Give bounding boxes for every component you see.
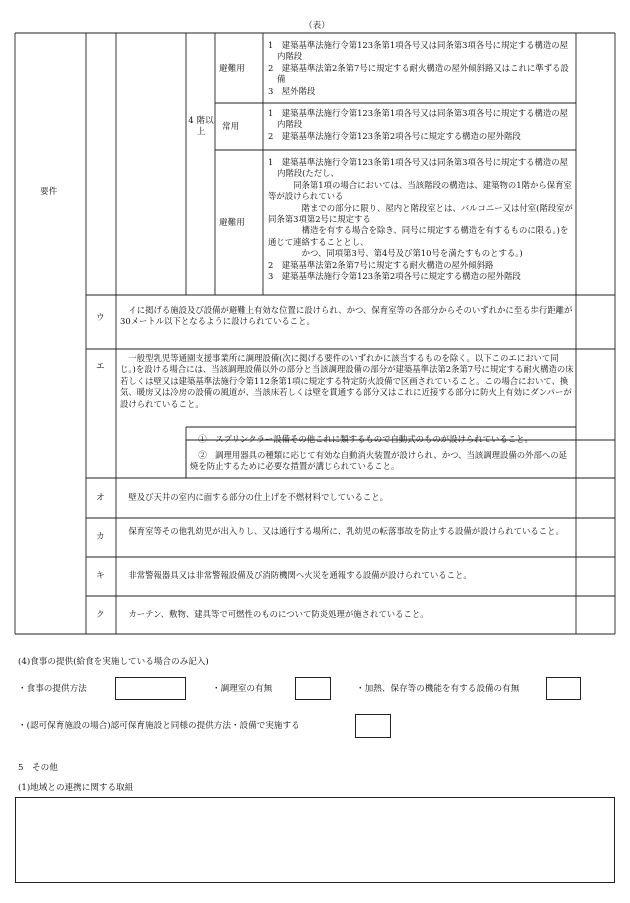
row-code-ki: キ	[96, 571, 105, 581]
list-item: 1 建築基準法施行令第123条第1項各号又は同条第3項各号に規定する構造の屋内階段	[268, 40, 568, 62]
list-item: 2 建築基準法第2条第7号に規定する耐火構造の屋外傾斜路又はこれに準ずる設備	[268, 62, 569, 85]
list-item: 1 建築基準法施行令第123条第1項各号又は同条第3項各号に規定する構造の屋内階段	[268, 108, 568, 130]
floor-label: 4 階以上	[188, 116, 214, 137]
meal-method-input[interactable]	[115, 677, 186, 700]
usage-label-evac-2: 避難用	[219, 218, 245, 228]
row-code-e: エ	[96, 362, 105, 372]
kitchen-input[interactable]	[295, 677, 331, 700]
row-text-ka: 保育室等その他乳幼児が出入りし、又は通行する場所に、乳幼児の転落事故を防止する設備が設けられていること。	[128, 526, 564, 536]
usage-label-regular: 常用	[222, 122, 240, 132]
list-item: 2 建築基準法施行令第123条第2項各号に規定する構造の屋外階段	[268, 130, 521, 141]
row-code-u: ウ	[96, 313, 105, 323]
row-e-sub-1: ① スプリンクラー設備その他これに類するもので自動式のものが設けられていること。	[198, 434, 533, 444]
list-item: 1 建築基準法施行令第123条第1項各号又は同条第3項各号に規定する構造の屋内階段(ただし、	[268, 157, 568, 179]
usage-text-regular	[268, 108, 574, 142]
same-method-input[interactable]	[355, 714, 391, 738]
other-heading: 5 その他	[18, 763, 58, 773]
row-text-ki: 非常警報器具又は非常警報設備及び消防機関へ火災を通報する設備が設けられていること。	[128, 570, 472, 580]
requirements-label: 要件	[40, 187, 58, 197]
same-method-label: ・(認可保育施設の場合)認可保育施設と同様の提供方法・設備で実施する	[18, 721, 300, 731]
list-item: 2 建築基準法第2条第7号に規定する耐火構造の屋外傾斜路	[268, 259, 494, 270]
row-code-ku: ク	[96, 610, 105, 620]
row-code-ka: カ	[96, 532, 105, 542]
row-text-o: 壁及び天井の室内に面する部分の仕上げを不燃材料でしていること。	[128, 492, 389, 502]
community-textarea[interactable]	[15, 797, 615, 883]
usage-label-evac-1: 避難用	[219, 64, 245, 74]
row-e-sub-2: ② 調理用器具の種類に応じて有効な自動消火装置が設けられ、かつ、当該調理設備の外部への延焼を防止するために必要な措置が講じられていること。	[190, 450, 568, 472]
table-header-label: （表）	[304, 21, 330, 31]
heating-input[interactable]	[546, 677, 581, 700]
row-text-e: 一般型乳児等通園支援事業所に調理設備(次に掲げる要件のいずれかに該当するものを除く。以下このエにおいて同じ。)を設ける場合には、当該調理設備以外の部分と当該調理設備の部分が建築基準法第2条第7号に規定する耐火構造の床若しくは壁又は建築基準法施行令第112条第1項に規定する特定防火設備で区画されていること。この場合において、換気、暖房又は冷房の設備の風道が、当該床若しくは壁を貫通する部分又はこれに近接する部分に防火上有効にダンパーが設けられていること。	[120, 353, 574, 409]
row-code-o: オ	[96, 493, 105, 503]
row-text-ku: カーテン、敷物、建具等で可燃性のものについて防炎処理が施されていること。	[128, 609, 429, 619]
row-text-u: イに掲げる施設及び設備が避難上有効な位置に設けられ、かつ、保育室等の各部分からそのいずれかに至る歩行距離が30メートル以下となるように設けられていること。	[120, 305, 573, 327]
list-item: 同条第1項の場合においては、当該階段の構造は、建築物の1階から保育室等が設けられている	[268, 179, 572, 202]
list-item: かつ、同項第3号、第4号及び第10号を満たすものとする。)	[301, 248, 523, 259]
list-item: 階までの部分に限り、屋内と階段室とは、バルコニー又は付室(階段室が同条第3項第2号に規定する	[268, 202, 573, 225]
usage-text-evac-1	[268, 40, 574, 97]
community-label: (1)地域との連携に関する取組	[18, 783, 134, 793]
list-item: 3 建築基準法施行令第123条第2項各号に規定する構造の屋外階段	[268, 271, 521, 282]
kitchen-label: ・調理室の有無	[212, 684, 273, 694]
meals-heading: (4)食事の提供(給食を実施している場合のみ記入)	[18, 657, 209, 667]
usage-text-evac-2	[268, 157, 574, 282]
meal-method-label: ・食事の提供方法	[18, 684, 87, 694]
list-item: 3 屋外階段	[268, 85, 316, 96]
heating-label: ・加熱、保存等の機能を有する設備の有無	[356, 684, 520, 694]
list-item: 構造を有する場合を除き、同号に規定する構造を有するものに限る。)を通じて連絡することとし、	[268, 225, 569, 247]
